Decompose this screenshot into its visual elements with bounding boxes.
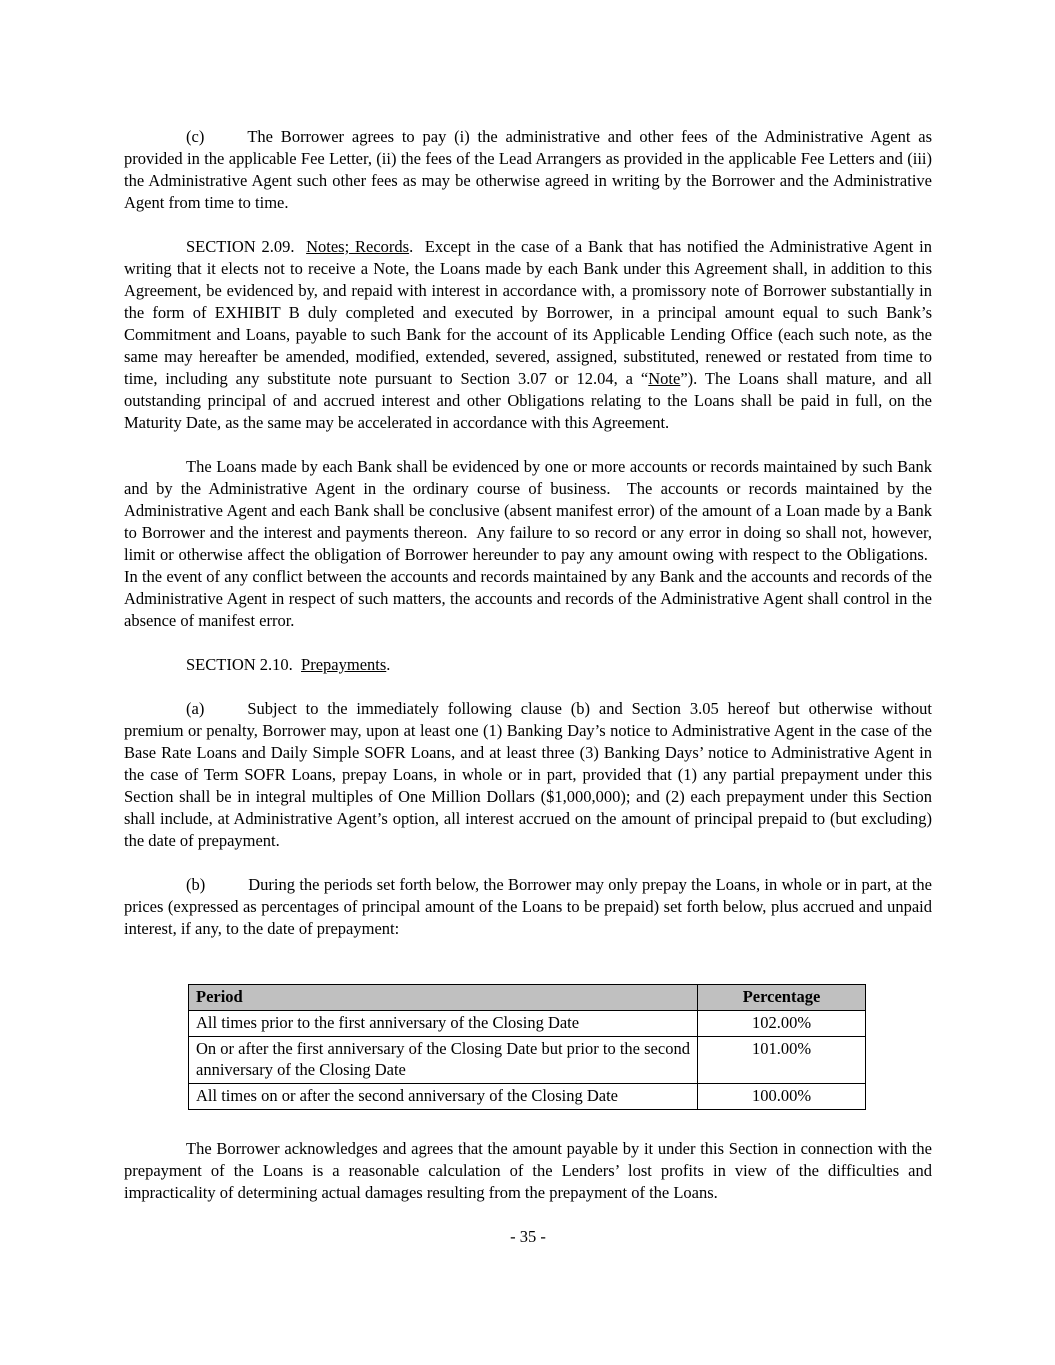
paragraph-c <box>124 126 932 214</box>
text-run: The Borrower agrees to pay (i) the administrative and other fees of the Administrative Agent as provided in the applicable Fee Letter, (ii) the fees of the Lead Arrangers as provided in the applicable Fee Letters and (iii) the Administrative Agent such other fees as may be otherwise agreed in writing by the Borrower and the Administrative Agent from time to time. <box>124 127 932 212</box>
text-run: (a) <box>186 699 205 718</box>
period-cell: All times on or after the second anniversary of the Closing Date <box>189 1084 698 1110</box>
column-header-percentage: Percentage <box>698 985 866 1011</box>
text-run: (c) <box>186 127 205 146</box>
section-2-10 <box>124 654 932 676</box>
table-row <box>189 1084 866 1110</box>
table-row <box>189 1037 866 1084</box>
text-run: . Except in the case of a Bank that has notified the Administrative Agent in writing that it elects not to receive a Note, the Loans made by each Bank under this Agreement shall, in addition to this Agreement, be evidenced by, and repaid with interest in accordance with, a promissory note of Borrower substantially in the form of EXHIBIT B duly completed and executed by Borrower, in a principal amount equal to such Bank’s Commitment and Loans, payable to such Bank for the account of its Applicable Lending Office (each such note, as the same may hereafter be amended, modified, extended, severed, assigned, substituted, renewed or restated from time to time, including any substitute note pursuant to Section 3.07 or 12.04, a “ <box>124 237 932 388</box>
percentage-cell: 102.00% <box>698 1011 866 1037</box>
section-2-09 <box>124 236 932 434</box>
text-run: SECTION 2.10. <box>186 655 302 674</box>
paragraph-acknowledgement <box>124 1138 932 1204</box>
underlined-text: Prepayments <box>301 655 387 674</box>
page-number: - 35 - <box>510 1227 546 1246</box>
text-run: (b) <box>186 875 206 894</box>
column-header-period: Period <box>189 985 698 1011</box>
prepayment-price-table <box>188 984 866 1110</box>
period-cell: On or after the first anniversary of the Closing Date but prior to the second anniversary of the Closing Date <box>189 1037 698 1084</box>
percentage-cell: 100.00% <box>698 1084 866 1110</box>
percentage-cell: 101.00% <box>698 1037 866 1084</box>
table-row <box>189 1011 866 1037</box>
paragraph-a <box>124 698 932 852</box>
text-run: . <box>386 655 391 674</box>
paragraph-accounts <box>124 456 932 632</box>
document-body <box>124 126 932 1204</box>
text-run: ”). The Loans shall mature, and all outstanding principal of and accrued interest and other Obligations relating to the Loans shall be paid in full, on the Maturity Date, as the same may be accelerated in accordance with this Agreement. <box>124 369 932 432</box>
text-run: The Loans made by each Bank shall be evidenced by one or more accounts or records maintained by such Bank and by the Administrative Agent in the ordinary course of business. The accounts or records maintained by the Administrative Agent and each Bank shall be conclusive (absent manifest error) of the amount of a Loan made by a Bank to Borrower and the interest and payments thereon. Any failure to so record or any error in doing so shall not, however, limit or otherwise affect the obligation of Borrower hereunder to pay any amount owing with respect to the Obligations. In the event of any conflict between the accounts and records maintained by any Bank and the accounts and records of the Administrative Agent in respect of such matters, the accounts and records of the Administrative Agent shall control in the absence of manifest error. <box>124 457 932 630</box>
table-header-row <box>189 985 866 1011</box>
text-run: During the periods set forth below, the Borrower may only prepay the Loans, in whole or in part, at the prices (expressed as percentages of principal amount of the Loans to be prepaid) set forth below, plus accrued and unpaid interest, if any, to the date of prepayment: <box>124 875 932 938</box>
underlined-text: Notes; Records <box>306 237 410 256</box>
text-run: SECTION 2.09. <box>186 237 307 256</box>
paragraph-b <box>124 874 932 940</box>
text-run: The Borrower acknowledges and agrees that the amount payable by it under this Section in connection with the prepayment of the Loans is a reasonable calculation of the Lenders’ lost profits in view of the difficulties and impracticality of determining actual damages resulting from the prepayment of the Loans. <box>124 1139 932 1202</box>
period-cell: All times prior to the first anniversary of the Closing Date <box>189 1011 698 1037</box>
underlined-text: Note <box>648 369 681 388</box>
text-run: Subject to the immediately following clause (b) and Section 3.05 hereof but otherwise without premium or penalty, Borrower may, upon at least one (1) Banking Day’s notice to Administrative Agent in the case of the Base Rate Loans and Daily Simple SOFR Loans, and at least three (3) Banking Days’ notice to Administrative Agent in the case of Term SOFR Loans, prepay Loans, in whole or in part, provided that (1) any partial prepayment under this Section shall be in integral multiples of One Million Dollars ($1,000,000); and (2) each prepayment under this Section shall include, at Administrative Agent’s option, all interest accrued on the amount of principal prepaid to (but excluding) the date of prepayment. <box>124 699 932 850</box>
